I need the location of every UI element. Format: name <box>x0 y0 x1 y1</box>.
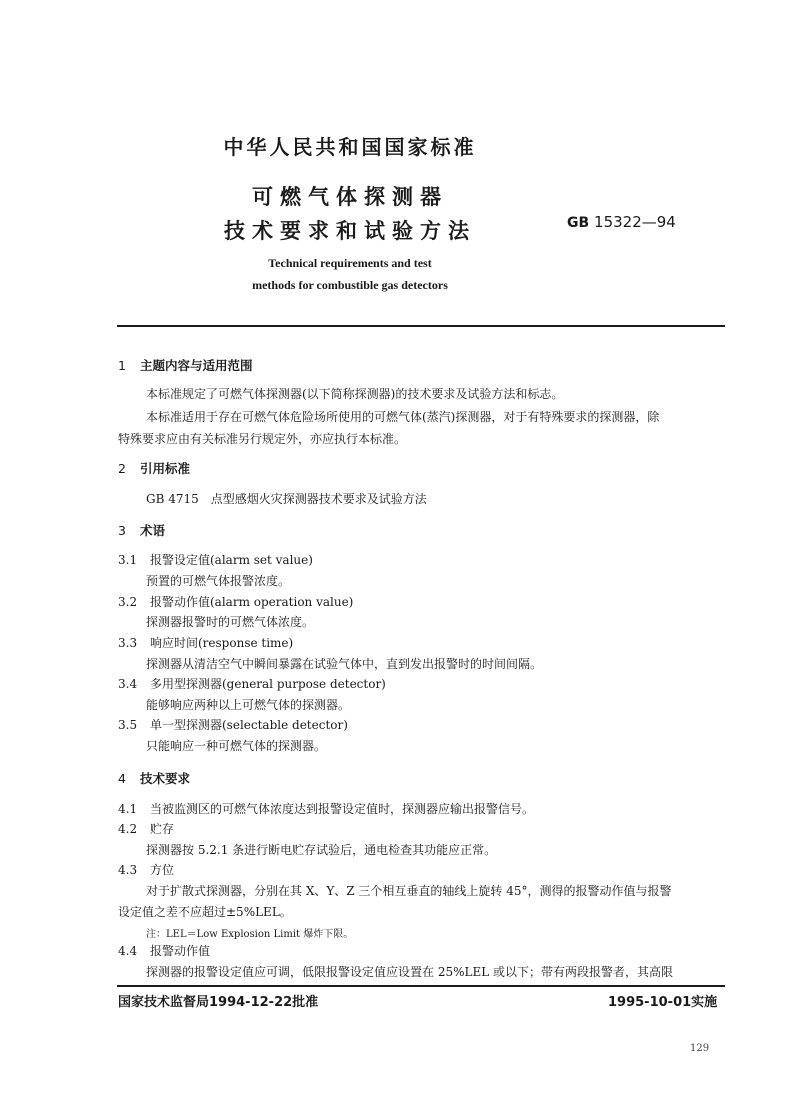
clause-4-3-paragraph-1: 对于扩散式探测器，分别在其 X、Y、Z 三个相互垂直的轴线上旋转 45°，测得的报警动作值与报警 <box>146 884 672 898</box>
clause-4-4-text: 探测器的报警设定值应可调，低限报警设定值应设置在 25%LEL 或以下；带有两段报警者，其高限 <box>146 965 674 979</box>
term-definition: 能够响应两种以上可燃气体的探测器。 <box>146 698 351 712</box>
title-cn-line2: 技术要求和试验方法 <box>224 219 476 243</box>
section-3-heading <box>118 521 165 539</box>
clause-number: 4.3 <box>118 863 138 877</box>
title-cn-line1: 可燃气体探测器 <box>252 185 448 209</box>
term-definition: 只能响应一种可燃气体的探测器。 <box>146 739 327 753</box>
clause-text: 当被监测区的可燃气体浓度达到报警设定值时，探测器应输出报警信号。 <box>150 802 535 816</box>
term-3-1 <box>118 551 313 568</box>
clause-4-4 <box>118 942 210 959</box>
term-definition: 预置的可燃气体报警浓度。 <box>146 574 291 588</box>
standard-code-number: 15322—94 <box>594 213 676 231</box>
effective-date: 1995-10-01实施 <box>608 995 718 1010</box>
section-4-heading <box>118 769 190 787</box>
national-standard-heading: 中华人民共和国国家标准 <box>223 135 477 159</box>
section-2-heading <box>118 459 190 477</box>
clause-4-3 <box>118 861 174 878</box>
term-number: 3.3 <box>118 636 138 650</box>
lel-note: 注：LEL＝Low Explosion Limit 爆炸下限。 <box>146 929 354 940</box>
header-divider <box>117 325 725 327</box>
term-title: 多用型探测器(general purpose detector) <box>150 677 386 691</box>
referenced-standard: GB 4715 点型感烟火灾探测器技术要求及试验方法 <box>146 492 427 506</box>
clause-4-2-text: 探测器按 5.2.1 条进行断电贮存试验后，通电检查其功能应正常。 <box>146 843 497 857</box>
standard-code-prefix: GB <box>567 215 590 231</box>
term-title: 单一型探测器(selectable detector) <box>150 718 348 732</box>
term-number: 3.1 <box>118 553 138 567</box>
term-3-3 <box>118 634 293 651</box>
section-title: 技术要求 <box>140 771 191 786</box>
standard-code <box>567 213 676 231</box>
clause-number: 4.2 <box>118 822 138 836</box>
section-1-heading <box>118 356 253 374</box>
section-number: 2 <box>118 461 126 476</box>
page-number: 129 <box>690 1043 710 1054</box>
term-title: 响应时间(response time) <box>150 636 294 650</box>
clause-number: 4.1 <box>118 802 138 816</box>
clause-4-2 <box>118 820 174 837</box>
term-title: 报警设定值(alarm set value) <box>150 553 313 567</box>
section-1-paragraph-1: 本标准规定了可燃气体探测器(以下简称探测器)的技术要求及试验方法和标志。 <box>146 387 564 401</box>
title-en-line2: methods for combustible gas detectors <box>252 278 448 292</box>
term-3-4 <box>118 675 386 692</box>
section-1-paragraph-2b: 特殊要求应由有关标准另行规定外，亦应执行本标准。 <box>118 432 407 446</box>
section-1-paragraph-2a: 本标准适用于存在可燃气体危险场所使用的可燃气体(蒸汽)探测器，对于有特殊要求的探测器，除 <box>146 410 660 424</box>
section-number: 4 <box>118 771 126 786</box>
clause-number: 4.4 <box>118 944 138 958</box>
term-number: 3.2 <box>118 595 138 609</box>
clause-title: 方位 <box>150 863 175 877</box>
approval-date: 国家技术监督局1994-12-22批准 <box>118 995 319 1010</box>
term-number: 3.4 <box>118 677 138 691</box>
section-number: 1 <box>118 358 126 373</box>
section-number: 3 <box>118 523 126 538</box>
section-title: 术语 <box>140 523 166 538</box>
clause-4-1 <box>118 800 534 817</box>
term-title: 报警动作值(alarm operation value) <box>150 595 354 609</box>
term-number: 3.5 <box>118 718 138 732</box>
term-definition: 探测器报警时的可燃气体浓度。 <box>146 615 315 629</box>
section-title: 引用标准 <box>140 461 191 476</box>
clause-4-3-paragraph-2: 设定值之差不应超过±5%LEL。 <box>118 905 292 919</box>
title-en-line1: Technical requirements and test <box>268 256 432 270</box>
term-3-2 <box>118 593 353 610</box>
term-3-5 <box>118 716 348 733</box>
clause-title: 报警动作值 <box>150 944 211 958</box>
clause-title: 贮存 <box>150 822 175 836</box>
section-title: 主题内容与适用范围 <box>140 358 253 373</box>
footer-divider <box>117 985 725 987</box>
term-definition: 探测器从清洁空气中瞬间暴露在试验气体中，直到发出报警时的时间间隔。 <box>146 657 543 671</box>
